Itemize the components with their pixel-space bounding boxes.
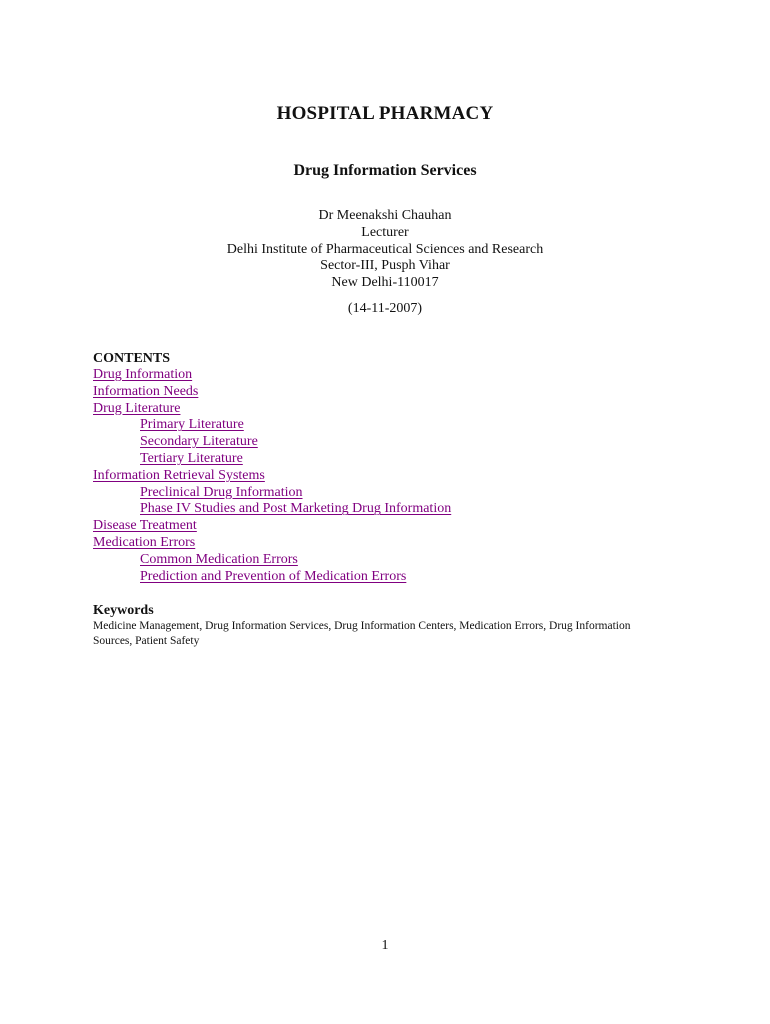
toc-link[interactable]: Drug Literature [93, 400, 181, 416]
toc-item [93, 535, 693, 552]
toc-item [93, 384, 693, 401]
toc-item [93, 401, 693, 418]
toc-list [93, 367, 693, 585]
document-subtitle: Drug Information Services [293, 162, 477, 179]
table-of-contents [93, 350, 693, 585]
toc-link[interactable]: Information Retrieval Systems [93, 467, 265, 483]
keywords-heading: Keywords [93, 603, 154, 618]
toc-link[interactable]: Drug Information [93, 367, 193, 382]
toc-link[interactable]: Information Needs [93, 383, 199, 399]
author-block [0, 208, 770, 292]
contents-heading: CONTENTS [93, 351, 171, 366]
toc-link[interactable]: Common Medication Errors [140, 551, 298, 567]
page-number: 1 [381, 938, 389, 953]
toc-link[interactable]: Medication Errors [93, 534, 196, 550]
toc-link[interactable]: Tertiary Literature [140, 450, 243, 466]
toc-link[interactable]: Prediction and Prevention of Medication Errors [140, 568, 407, 584]
toc-item [93, 367, 693, 384]
toc-link[interactable]: Phase IV Studies and Post Marketing Drug Information [140, 501, 452, 517]
toc-item [93, 485, 693, 502]
toc-item [93, 468, 693, 485]
toc-item [93, 569, 693, 586]
toc-item [93, 518, 693, 535]
toc-link[interactable]: Secondary Literature [140, 434, 258, 450]
author-city-line: New Delhi-110017 [331, 275, 439, 291]
author-address-line: Sector-III, Pusph Vihar [320, 258, 450, 274]
author-position: Lecturer [361, 224, 409, 240]
toc-item [93, 434, 693, 451]
author-name: Dr Meenakshi Chauhan [318, 208, 452, 223]
keywords-section [93, 602, 653, 649]
toc-item [93, 501, 693, 518]
toc-link[interactable]: Preclinical Drug Information [140, 484, 303, 500]
author-institution: Delhi Institute of Pharmaceutical Sciences and Research [226, 241, 544, 257]
document-date: (14-11-2007) [347, 301, 423, 316]
toc-link[interactable]: Primary Literature [140, 417, 244, 433]
toc-item [93, 417, 693, 434]
keywords-text: Medicine Management, Drug Information Services, Drug Information Centers, Medication Errors, Drug Information Sources, Patient Safety [93, 620, 631, 647]
toc-item [93, 552, 693, 569]
document-title: HOSPITAL PHARMACY [276, 103, 494, 124]
toc-item [93, 451, 693, 468]
toc-link[interactable]: Disease Treatment [93, 518, 197, 534]
